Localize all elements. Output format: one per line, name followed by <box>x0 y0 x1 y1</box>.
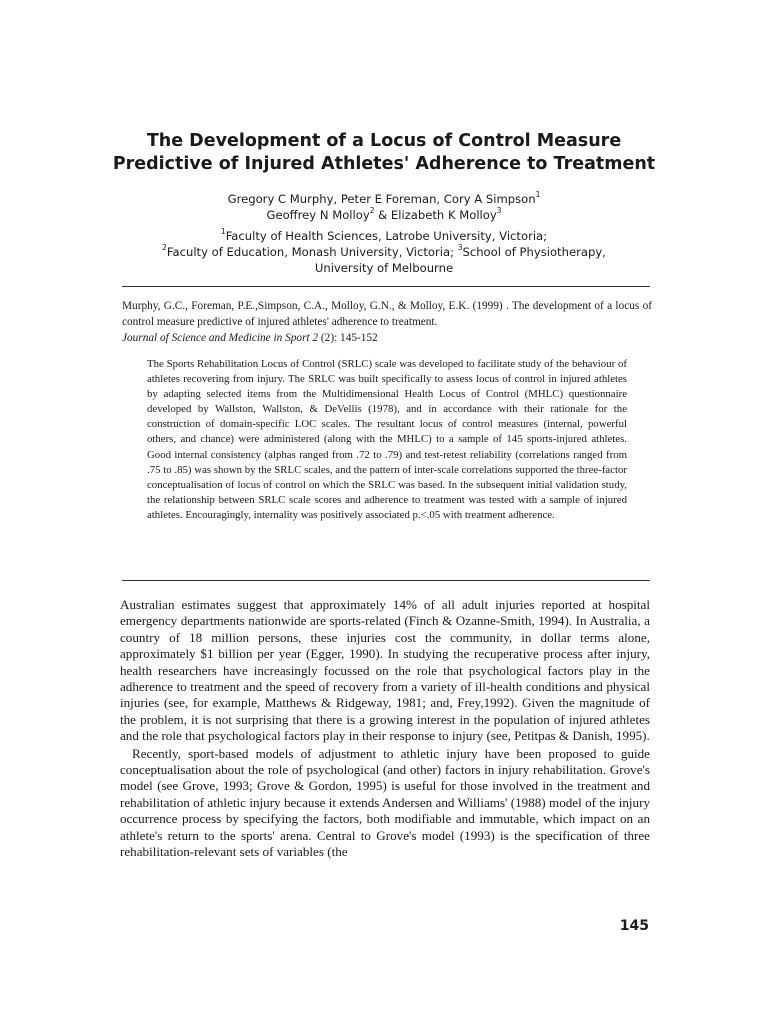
title-line-2: Predictive of Injured Athletes' Adherence to Treatment <box>112 154 656 174</box>
citation-journal: Journal of Science and Medicine in Sport 2 <box>122 332 319 344</box>
body-text <box>120 597 650 861</box>
body-paragraph-1: Australian estimates suggest that approximately 14% of all adult injuries reported at hospital emergency departments nationwide are sports-related (Finch & Ozanne-Smith, 1994). In Australia, a country of 18 million persons, these injuries cost the community, in dollar terms alone, approximately $1 billion per year (Egger, 1990). In studying the recuperative process after injury, health researchers have increasingly focussed on the role that psychological factors play in the adherence to treatment and the speed of recovery from a variety of ill-health conditions and physical injuries (see, for example, Matthews & Ridgeway, 1981; and, Frey,1992). Given the magnitude of the problem, it is not surprising that there is a growing interest in the population of injured athletes and the role that psychological factors play in their response to injury (see, Petitpas & Danish, 1995). <box>120 597 650 744</box>
citation-pages: (2): 145-152 <box>318 332 378 344</box>
affiliation-line-2: $^2$Faculty of Education, Monash University, Victoria; $^3$School of Physiotherapy, <box>162 243 606 259</box>
author-line-1: Gregory C Murphy, Peter E Foreman, Cory A Simpson$^1$ <box>227 190 541 206</box>
abstract-text: The Sports Rehabilitation Locus of Control (SRLC) scale was developed to facilitate study of the behaviour of athletes recovering from injury. The SRLC was built specifically to assess locus of control in injured athletes by adapting selected items from the Multidimensional Health Locus of Control (MHLC) questionnaire developed by Wallston, Wallston, & DeVellis (1978), and in accordance with their rationale for the construction of domain-specific LOC scales. The resultant locus of control measures (internal, powerful others, and chance) were administered (along with the MHLC) to a sample of 145 sports-injured athletes. Good internal consistency (alphas ranged from .72 to .79) and test-retest reliability (correlations ranged from .75 to .85) was shown by the SRLC scales, and the pattern of inter-scale correlations supported the three-factor conceptualisation of locus of control on which the SRLC was based. In the subsequent initial validation study, the relationship between SRLC scale scores and adherence to treatment was tested with a sample of injured athletes. Encouragingly, internality was positively associated p.<.05 with treatment adherence. <box>147 358 627 521</box>
page-number: 145 <box>619 918 649 934</box>
citation-block <box>122 298 652 346</box>
bottom-divider <box>122 580 650 581</box>
citation-text: Murphy, G.C., Foreman, P.E.,Simpson, C.A., Molloy, G.N., & Molloy, E.K. (1999) . The development of a locus of control measure predictive of injured athletes' adherence to treatment. <box>122 300 652 328</box>
author-list <box>100 191 668 223</box>
title-line-1: The Development of a Locus of Control Measure <box>146 131 622 151</box>
author-line-2: Geoffrey N Molloy$^2$ & Elizabeth K Molloy$^3$ <box>266 206 502 222</box>
article-title <box>100 130 668 176</box>
affiliation-line-3: University of Melbourne <box>314 261 454 275</box>
affiliations <box>100 228 668 276</box>
body-paragraph-2: Recently, sport-based models of adjustment to athletic injury have been proposed to guide conceptualisation about the role of psychological (and other) factors in injury rehabilitation. Grove's model (see Grove, 1993; Grove & Gordon, 1995) is useful for those involved in the treatment and rehabilitation of athletic injury because it extends Andersen and Williams' (1988) model of the injury occurrence process by specifying the factors, both modifiable and immutable, which impact on an athlete's return to the sports' arena. Central to Grove's model (1993) is the specification of three rehabilitation-relevant sets of variables (the <box>120 745 650 860</box>
affiliation-line-1: $^1$Faculty of Health Sciences, Latrobe University, Victoria; <box>220 227 548 243</box>
top-divider <box>122 286 650 287</box>
